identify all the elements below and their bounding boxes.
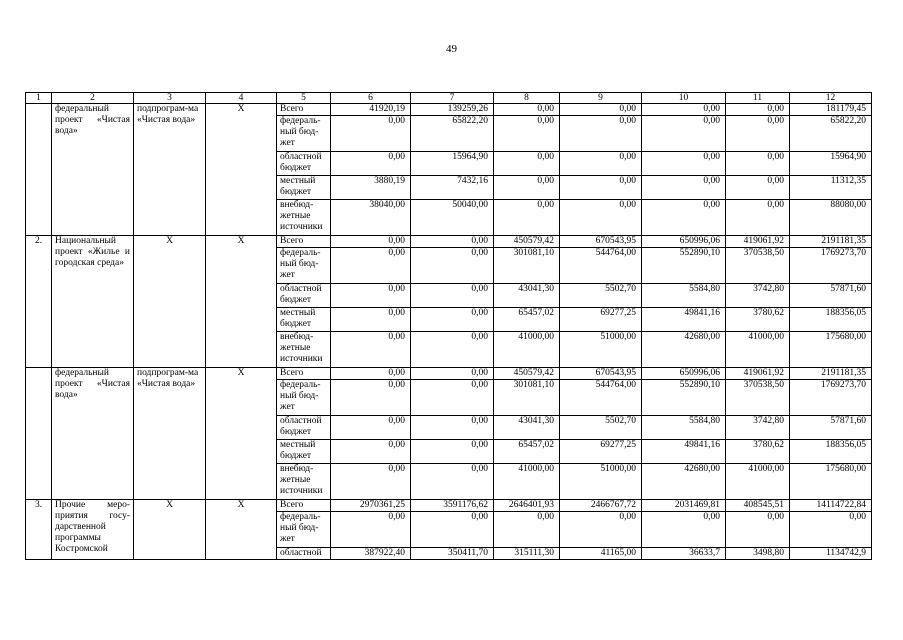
value-cell: 0,00 (331, 368, 411, 380)
value-cell: 5584,80 (642, 284, 726, 308)
value-cell: 3880,19 (331, 176, 411, 200)
header-cell: 4 (206, 93, 277, 104)
value-cell: 0,00 (790, 512, 872, 548)
table-row (26, 104, 872, 116)
value-cell: 5502,70 (560, 284, 642, 308)
value-cell: 175680,00 (790, 332, 872, 368)
value-cell: 419061,92 (726, 236, 790, 248)
value-cell: 69277,25 (560, 440, 642, 464)
value-cell: 188356,05 (790, 308, 872, 332)
value-cell: 41165,00 (560, 548, 642, 560)
funding-source: федераль-ный бюд-жет (277, 512, 331, 548)
funding-source: Всего (277, 104, 331, 116)
value-cell: 2970361,25 (331, 500, 411, 512)
value-cell: 408545,51 (726, 500, 790, 512)
value-cell: 650996,06 (642, 368, 726, 380)
value-cell: 650996,06 (642, 236, 726, 248)
funding-source: местный бюджет (277, 176, 331, 200)
value-cell: 0,00 (560, 152, 642, 176)
row-number (26, 368, 52, 500)
value-cell: 15964,90 (790, 152, 872, 176)
value-cell: 41920,19 (331, 104, 411, 116)
funding-source: областной бюджет (277, 152, 331, 176)
program-name: подпрограм-ма «Чистая вода» (134, 104, 206, 236)
value-cell: 1769273,70 (790, 248, 872, 284)
funding-source: местный бюджет (277, 308, 331, 332)
value-cell: 0,00 (411, 368, 494, 380)
value-cell: 3498,80 (726, 548, 790, 560)
value-cell: 43041,30 (494, 284, 560, 308)
value-cell: 65457,02 (494, 440, 560, 464)
value-cell: 3780,62 (726, 308, 790, 332)
value-cell: 69277,25 (560, 308, 642, 332)
value-cell: 5502,70 (560, 416, 642, 440)
header-cell: 12 (790, 93, 872, 104)
value-cell: 301081,10 (494, 248, 560, 284)
header-cell: 1 (26, 93, 52, 104)
value-cell: 38040,00 (331, 200, 411, 236)
value-cell: 50040,00 (411, 200, 494, 236)
value-cell: 544764,00 (560, 248, 642, 284)
value-cell: 3742,80 (726, 284, 790, 308)
value-cell: 2466767,72 (560, 500, 642, 512)
value-cell: 0,00 (331, 248, 411, 284)
value-cell: 670543,95 (560, 236, 642, 248)
value-cell: 3780,62 (726, 440, 790, 464)
row-number (26, 104, 52, 236)
value-cell: 350411,70 (411, 548, 494, 560)
value-cell: 0,00 (331, 116, 411, 152)
funding-source: федераль-ный бюд-жет (277, 116, 331, 152)
value-cell: 0,00 (560, 104, 642, 116)
funding-source: федераль-ный бюд-жет (277, 248, 331, 284)
value-cell: 0,00 (560, 200, 642, 236)
funding-source: областной (277, 548, 331, 560)
funding-source: Всего (277, 500, 331, 512)
value-cell: 51000,00 (560, 332, 642, 368)
header-cell: 10 (642, 93, 726, 104)
value-cell: 0,00 (331, 380, 411, 416)
column-4-value: Х (206, 368, 277, 500)
value-cell: 0,00 (642, 512, 726, 548)
value-cell: 301081,10 (494, 380, 560, 416)
value-cell: 2191181,35 (790, 368, 872, 380)
value-cell: 0,00 (331, 512, 411, 548)
funding-source: областной бюджет (277, 284, 331, 308)
header-cell: 8 (494, 93, 560, 104)
value-cell: 0,00 (411, 248, 494, 284)
value-cell: 57871,60 (790, 416, 872, 440)
funding-source: внебюд-жетные источники (277, 332, 331, 368)
value-cell: 0,00 (726, 200, 790, 236)
budget-table (25, 92, 872, 560)
project-name: Национальный проект «Жилье и городская среда» (52, 236, 134, 368)
value-cell: 175680,00 (790, 464, 872, 500)
value-cell: 315111,30 (494, 548, 560, 560)
value-cell: 36633,7 (642, 548, 726, 560)
value-cell: 5584,80 (642, 416, 726, 440)
value-cell: 0,00 (642, 200, 726, 236)
header-row (26, 93, 872, 104)
row-number: 3. (26, 500, 52, 560)
value-cell: 11312,35 (790, 176, 872, 200)
value-cell: 41000,00 (494, 332, 560, 368)
value-cell: 49841,16 (642, 308, 726, 332)
value-cell: 0,00 (726, 104, 790, 116)
value-cell: 0,00 (494, 104, 560, 116)
program-name: подпрограм-ма «Чистая вода» (134, 368, 206, 500)
value-cell: 0,00 (411, 284, 494, 308)
value-cell: 552890,10 (642, 380, 726, 416)
value-cell: 51000,00 (560, 464, 642, 500)
value-cell: 0,00 (411, 512, 494, 548)
value-cell: 188356,05 (790, 440, 872, 464)
funding-source: федераль-ный бюд-жет (277, 380, 331, 416)
table-row (26, 368, 872, 380)
value-cell: 419061,92 (726, 368, 790, 380)
header-cell: 7 (411, 93, 494, 104)
value-cell: 1134742,9 (790, 548, 872, 560)
value-cell: 544764,00 (560, 380, 642, 416)
value-cell: 1769273,70 (790, 380, 872, 416)
value-cell: 0,00 (411, 416, 494, 440)
funding-source: внебюд-жетные источники (277, 200, 331, 236)
value-cell: 43041,30 (494, 416, 560, 440)
value-cell: 0,00 (726, 176, 790, 200)
value-cell: 3742,80 (726, 416, 790, 440)
value-cell: 0,00 (726, 116, 790, 152)
value-cell: 0,00 (494, 152, 560, 176)
value-cell: 0,00 (642, 152, 726, 176)
value-cell: 41000,00 (726, 332, 790, 368)
value-cell: 49841,16 (642, 440, 726, 464)
value-cell: 3591176,62 (411, 500, 494, 512)
program-name: Х (134, 500, 206, 560)
value-cell: 0,00 (726, 152, 790, 176)
value-cell: 0,00 (726, 512, 790, 548)
value-cell: 0,00 (411, 440, 494, 464)
column-4-value: Х (206, 500, 277, 560)
value-cell: 0,00 (494, 200, 560, 236)
column-4-value: Х (206, 236, 277, 368)
value-cell: 42680,00 (642, 332, 726, 368)
value-cell: 450579,42 (494, 236, 560, 248)
program-name: Х (134, 236, 206, 368)
value-cell: 0,00 (331, 440, 411, 464)
value-cell: 670543,95 (560, 368, 642, 380)
project-name: Прочие меро-приятия госу-дарственной программы Костромской (52, 500, 134, 560)
value-cell: 42680,00 (642, 464, 726, 500)
value-cell: 0,00 (560, 176, 642, 200)
value-cell: 0,00 (331, 464, 411, 500)
value-cell: 139259,26 (411, 104, 494, 116)
value-cell: 2191181,35 (790, 236, 872, 248)
value-cell: 0,00 (642, 104, 726, 116)
funding-source: местный бюджет (277, 440, 331, 464)
value-cell: 57871,60 (790, 284, 872, 308)
value-cell: 0,00 (494, 116, 560, 152)
value-cell: 0,00 (411, 464, 494, 500)
value-cell: 0,00 (411, 380, 494, 416)
header-cell: 9 (560, 93, 642, 104)
value-cell: 15964,90 (411, 152, 494, 176)
value-cell: 0,00 (560, 512, 642, 548)
value-cell: 0,00 (331, 152, 411, 176)
value-cell: 7432,16 (411, 176, 494, 200)
value-cell: 0,00 (331, 416, 411, 440)
value-cell: 2031469,81 (642, 500, 726, 512)
row-number: 2. (26, 236, 52, 368)
value-cell: 0,00 (494, 512, 560, 548)
value-cell: 387922,40 (331, 548, 411, 560)
table-row (26, 236, 872, 248)
value-cell: 370538,50 (726, 248, 790, 284)
header-cell: 11 (726, 93, 790, 104)
column-4-value: Х (206, 104, 277, 236)
value-cell: 65822,20 (790, 116, 872, 152)
value-cell: 0,00 (560, 116, 642, 152)
value-cell: 0,00 (642, 176, 726, 200)
header-cell: 3 (134, 93, 206, 104)
value-cell: 0,00 (331, 236, 411, 248)
project-name: федеральный проект «Чистая вода» (52, 368, 134, 500)
value-cell: 14114722,84 (790, 500, 872, 512)
header-cell: 2 (52, 93, 134, 104)
value-cell: 65822,20 (411, 116, 494, 152)
value-cell: 0,00 (411, 332, 494, 368)
value-cell: 2646401,93 (494, 500, 560, 512)
project-name: федеральный проект «Чистая вода» (52, 104, 134, 236)
page-number: 49 (446, 43, 457, 55)
value-cell: 0,00 (331, 284, 411, 308)
value-cell: 181179,45 (790, 104, 872, 116)
value-cell: 0,00 (331, 308, 411, 332)
header-cell: 6 (331, 93, 411, 104)
value-cell: 0,00 (494, 176, 560, 200)
value-cell: 0,00 (642, 116, 726, 152)
header-cell: 5 (277, 93, 331, 104)
value-cell: 552890,10 (642, 248, 726, 284)
value-cell: 0,00 (411, 236, 494, 248)
table-row (26, 500, 872, 512)
value-cell: 450579,42 (494, 368, 560, 380)
funding-source: внебюд-жетные источники (277, 464, 331, 500)
value-cell: 41000,00 (726, 464, 790, 500)
value-cell: 88080,00 (790, 200, 872, 236)
value-cell: 370538,50 (726, 380, 790, 416)
funding-source: Всего (277, 368, 331, 380)
funding-source: областной бюджет (277, 416, 331, 440)
value-cell: 65457,02 (494, 308, 560, 332)
value-cell: 0,00 (331, 332, 411, 368)
value-cell: 41000,00 (494, 464, 560, 500)
value-cell: 0,00 (411, 308, 494, 332)
funding-source: Всего (277, 236, 331, 248)
